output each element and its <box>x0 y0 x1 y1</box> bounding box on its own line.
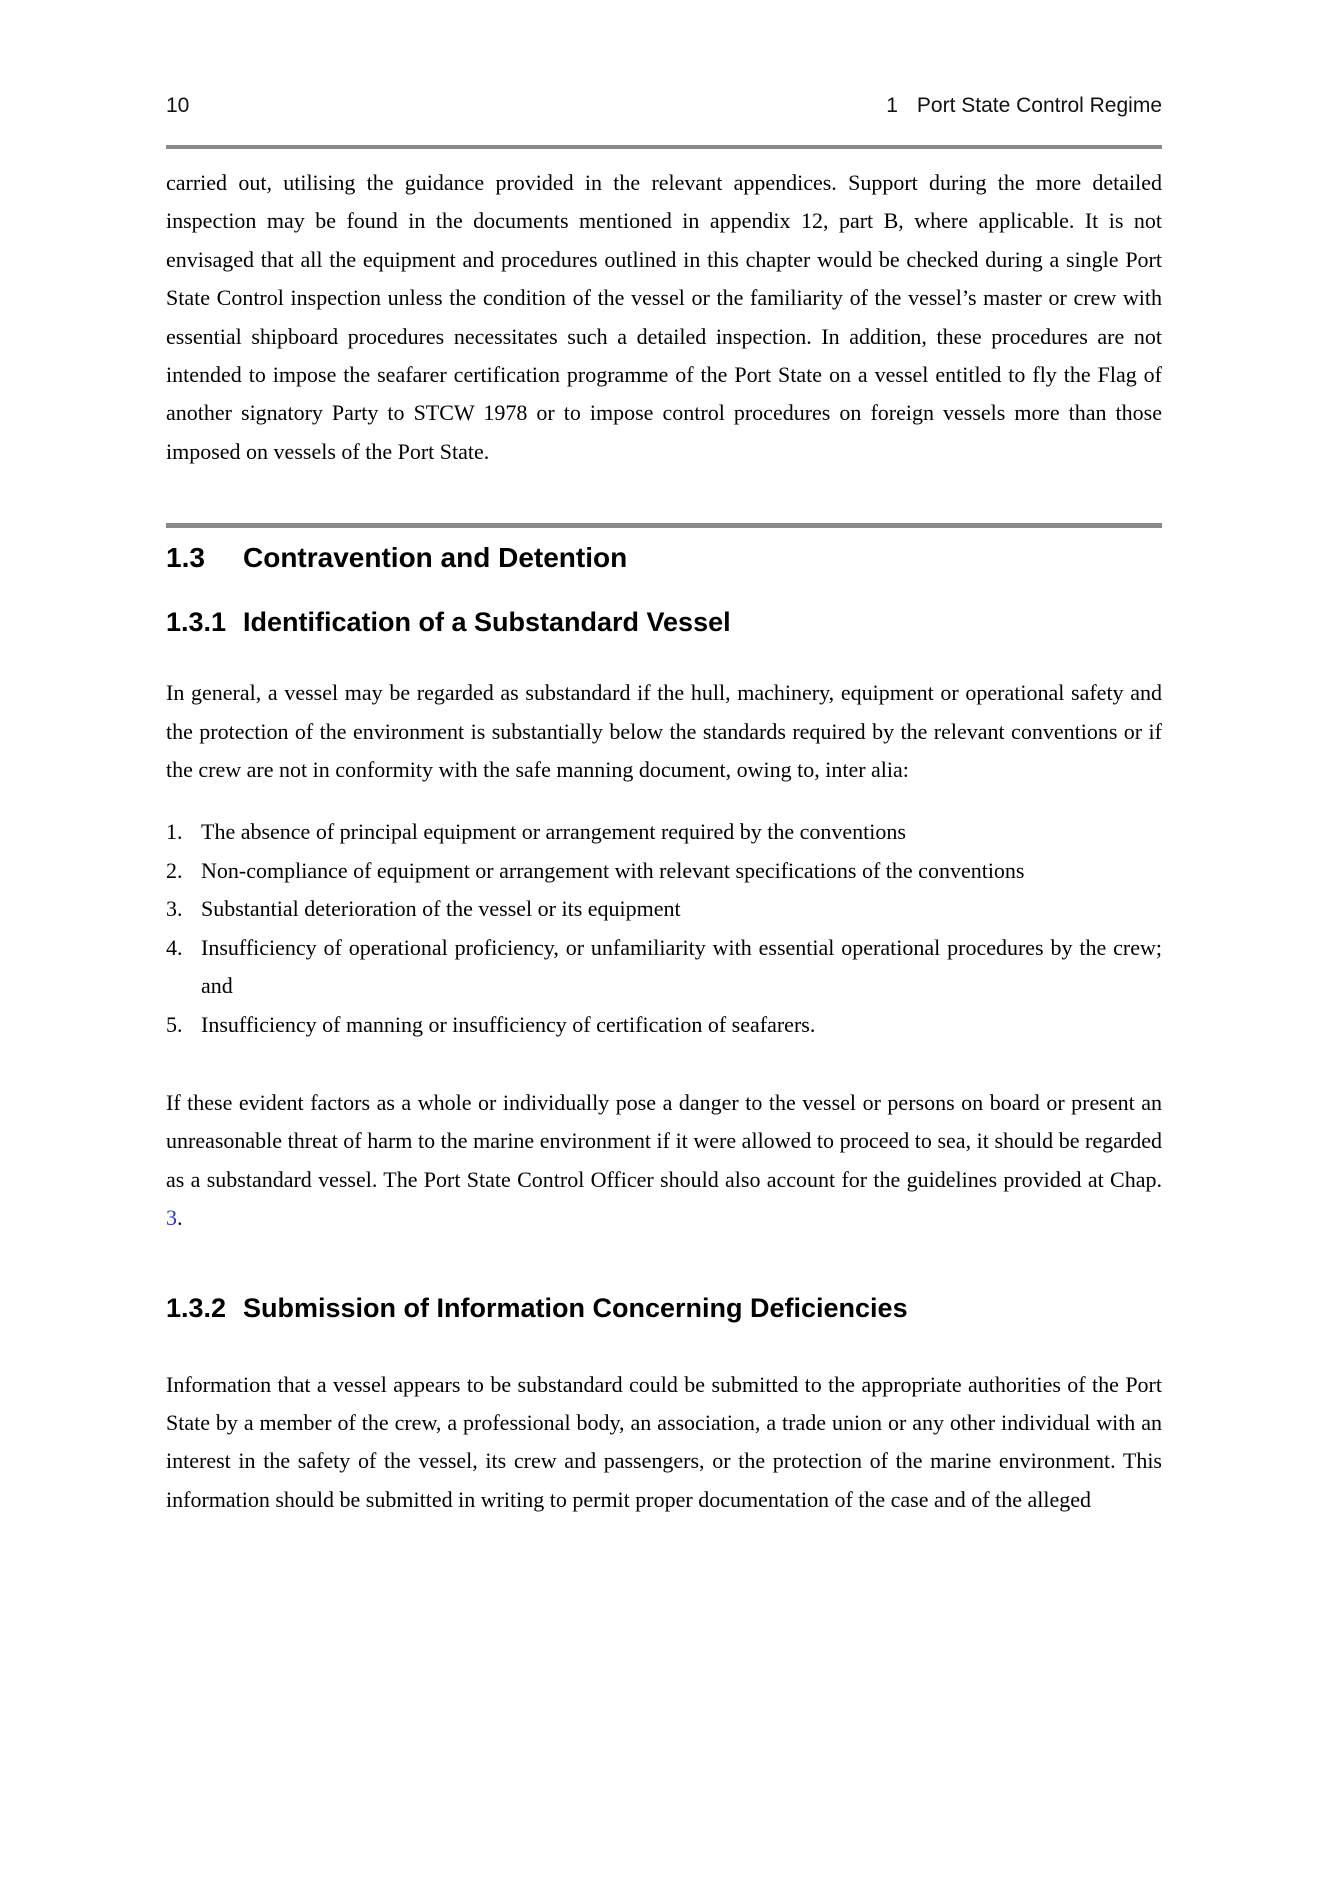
list-item-text: The absence of principal equipment or arrangement required by the conventions <box>201 819 906 845</box>
paragraph-text-after-link: . <box>177 1205 183 1231</box>
list-item-number: 5. <box>166 1011 183 1037</box>
running-chapter-number: 1 <box>886 94 898 117</box>
subsection-heading-1-3-1 <box>166 607 1162 638</box>
running-header <box>166 94 1162 118</box>
paragraph-evident-factors <box>166 1084 1162 1238</box>
list-item-text: Substantial deterioration of the vessel or its equipment <box>201 896 681 922</box>
list-item-number: 1. <box>166 819 183 845</box>
list-item-text: Insufficiency of operational proficiency, or unfamiliarity with essential operational procedures by the crew; and <box>201 934 1162 999</box>
list-item-text: Non-compliance of equipment or arrangement with relevant specifications of the conventions <box>201 857 1025 883</box>
header-rule <box>166 145 1162 149</box>
intro-paragraph: carried out, utilising the guidance provided in the relevant appendices. Support during the more detailed inspection may be found in the documents mentioned in appendix 12, part B, where applicable. It is not envisaged that all the equipment and procedures outlined in this chapter would be checked during a single Port State Control inspection unless the condition of the vessel or the familiarity of the vessel’s master or crew with essential shipboard procedures necessitates such a detailed inspection. In addition, these procedures are not intended to impose the seafarer certification programme of the Port State on a vessel entitled to fly the Flag of another signatory Party to STCW 1978 or to impose control procedures on foreign vessels more than those imposed on vessels of the Port State. <box>166 170 1162 464</box>
subsection-number: 1.3.1 <box>166 607 227 638</box>
section-number: 1.3 <box>166 542 205 574</box>
list-item <box>166 929 1162 1006</box>
subsection-number: 1.3.2 <box>166 1292 227 1323</box>
list-item <box>166 813 1162 851</box>
running-title <box>886 94 1162 118</box>
list-item-text: Insufficiency of manning or insufficiency of certification of seafarers. <box>201 1011 816 1037</box>
deficiency-list <box>166 813 1162 1043</box>
page-number: 10 <box>166 94 190 117</box>
paragraph-text-before-link: If these evident factors as a whole or individually pose a danger to the vessel or persons on board or present an unreasonable threat of harm to the marine environment if it were allowed to proceed to sea, it should be regarded as a substandard vessel. The Port State Control Officer should also account for the guidelines provided at Chap. <box>166 1089 1162 1192</box>
paragraph-substandard-definition: In general, a vessel may be regarded as substandard if the hull, machinery, equipment or operational safety and the protection of the environment is substantially below the standards required by the relevant conventions or if the crew are not in conformity with the safe manning document, owing to, inter alia: <box>166 680 1162 783</box>
list-item-number: 3. <box>166 896 183 922</box>
section-heading-1-3 <box>166 542 1162 574</box>
paragraph-submission-information: Information that a vessel appears to be substandard could be submitted to the appropriate authorities of the Port State by a member of the crew, a professional body, an association, a trade union or any other individual with an interest in the safety of the vessel, its crew and passengers, or the protection of the marine environment. This information should be submitted in writing to permit proper documentation of the case and of the alleged <box>166 1371 1162 1512</box>
subsection-title: Identification of a Substandard Vessel <box>243 607 731 638</box>
section-rule <box>166 523 1162 528</box>
list-item-number: 4. <box>166 934 183 960</box>
running-chapter-title: Port State Control Regime <box>916 94 1162 117</box>
list-item <box>166 890 1162 928</box>
list-item <box>166 1006 1162 1044</box>
chapter-3-link[interactable]: 3 <box>166 1205 177 1231</box>
subsection-title: Submission of Information Concerning Deficiencies <box>243 1292 908 1323</box>
list-item-number: 2. <box>166 857 183 883</box>
section-title: Contravention and Detention <box>243 542 628 574</box>
subsection-heading-1-3-2 <box>166 1293 1162 1324</box>
list-item <box>166 852 1162 890</box>
